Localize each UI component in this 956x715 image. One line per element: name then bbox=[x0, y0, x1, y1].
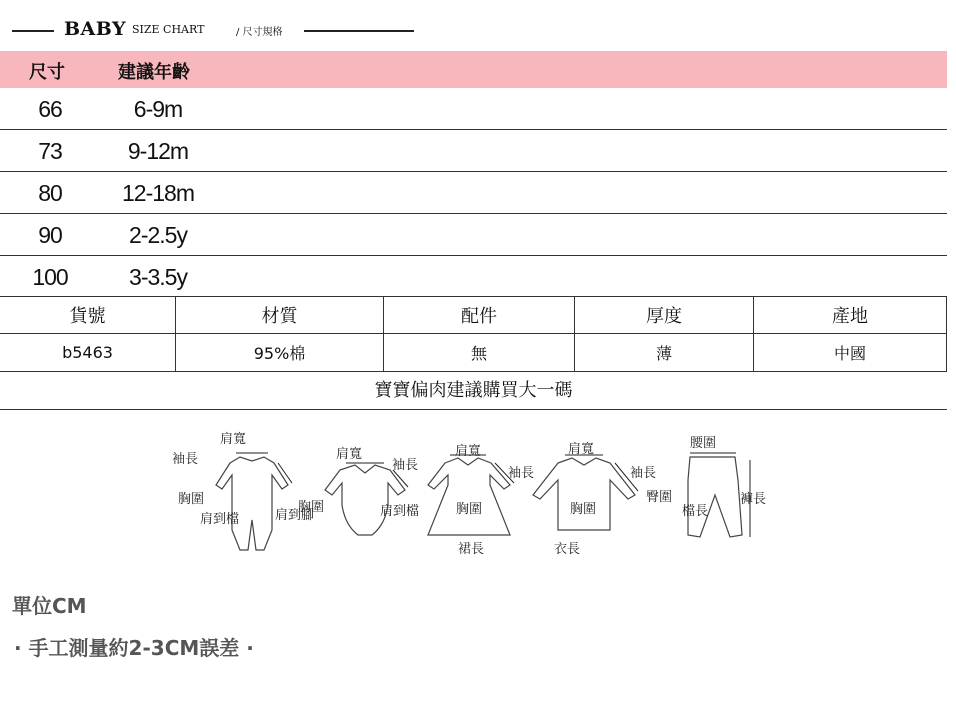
pants-outline bbox=[688, 457, 742, 537]
size-value: 100 bbox=[32, 264, 68, 290]
top-chest-label: 胸圍 bbox=[570, 502, 597, 517]
material-header: 材質 bbox=[176, 297, 384, 334]
info-header-row bbox=[0, 297, 947, 334]
accessory-value: 無 bbox=[384, 334, 575, 372]
pants-crotch-label: 檔長 bbox=[682, 504, 709, 519]
romper-shoulder-label: 肩寬 bbox=[220, 432, 247, 447]
thickness-value: 薄 bbox=[575, 334, 754, 372]
bodysuit-shoulder-label: 肩寬 bbox=[336, 447, 363, 462]
table-row bbox=[0, 172, 947, 214]
romper-sleeve-label: 袖長 bbox=[172, 452, 199, 467]
top-sleeve-label: 袖長 bbox=[630, 466, 657, 481]
bodysuit-shoulder-crotch-label: 肩到檔 bbox=[380, 504, 420, 519]
bodysuit-sleeve-label: 袖長 bbox=[392, 458, 419, 473]
table-row bbox=[0, 88, 947, 130]
thickness-header: 厚度 bbox=[575, 297, 754, 334]
age-value: 6-9m bbox=[133, 96, 183, 122]
origin-header: 產地 bbox=[754, 297, 947, 334]
material-value: 95%棉 bbox=[176, 334, 384, 372]
table-row bbox=[0, 130, 947, 172]
pants-length-label: 褲長 bbox=[740, 492, 767, 507]
table-row bbox=[0, 256, 947, 297]
pants-waist-label: 腰圍 bbox=[690, 436, 717, 451]
top-length-label: 衣長 bbox=[554, 542, 581, 557]
size-table bbox=[0, 51, 947, 297]
size-value: 90 bbox=[38, 222, 62, 248]
romper-shoulder-foot-label: 肩到腳 bbox=[275, 508, 315, 523]
bodysuit-chest-label: 胸圍 bbox=[298, 500, 325, 515]
age-value: 12-18m bbox=[122, 180, 194, 206]
dress-sleeve-label: 袖長 bbox=[508, 466, 535, 481]
unit-label: 單位CM bbox=[12, 594, 87, 618]
sizing-advice: 寶寶偏肉建議購買大一碼 bbox=[0, 373, 947, 410]
age-value: 2-2.5y bbox=[129, 222, 187, 248]
romper-chest-label: 胸圍 bbox=[178, 492, 205, 507]
bodysuit-outline bbox=[325, 465, 405, 535]
romper-outline bbox=[216, 457, 288, 550]
size-value: 66 bbox=[38, 96, 62, 122]
table-row bbox=[0, 214, 947, 256]
brand-title: BABY bbox=[64, 18, 127, 40]
item-number-header: 貨號 bbox=[0, 297, 176, 334]
header-divider-right bbox=[304, 30, 414, 32]
pants-hip-label: 臀圍 bbox=[646, 490, 673, 505]
size-value: 80 bbox=[38, 180, 62, 206]
measurement-error-note: · 手工測量約2-3CM誤差 · bbox=[14, 636, 254, 660]
header-divider-left bbox=[12, 30, 54, 32]
size-column-header: 尺寸 bbox=[29, 62, 65, 83]
size-value: 73 bbox=[38, 138, 62, 164]
measurement-diagram bbox=[160, 425, 780, 575]
dress-skirt-length-label: 裙長 bbox=[458, 542, 485, 557]
age-value: 3-3.5y bbox=[129, 264, 187, 290]
product-info-table bbox=[0, 296, 947, 372]
item-number-value: b5463 bbox=[0, 334, 176, 372]
origin-value: 中國 bbox=[754, 334, 947, 372]
romper-shoulder-crotch-label: 肩到檔 bbox=[200, 512, 240, 527]
size-chart-header bbox=[12, 16, 432, 44]
accessory-header: 配件 bbox=[384, 297, 575, 334]
dress-shoulder-label: 肩寬 bbox=[455, 444, 482, 459]
age-value: 9-12m bbox=[127, 138, 189, 164]
dress-outline bbox=[428, 458, 510, 535]
size-table-header bbox=[0, 51, 947, 88]
age-column-header: 建議年齡 bbox=[118, 62, 190, 83]
dress-chest-label: 胸圍 bbox=[456, 502, 483, 517]
top-shoulder-label: 肩寬 bbox=[568, 442, 595, 457]
header-subtitle-cn: / 尺寸規格 bbox=[236, 27, 283, 38]
header-subtitle: SIZE CHART bbox=[132, 23, 205, 36]
info-value-row bbox=[0, 334, 947, 372]
